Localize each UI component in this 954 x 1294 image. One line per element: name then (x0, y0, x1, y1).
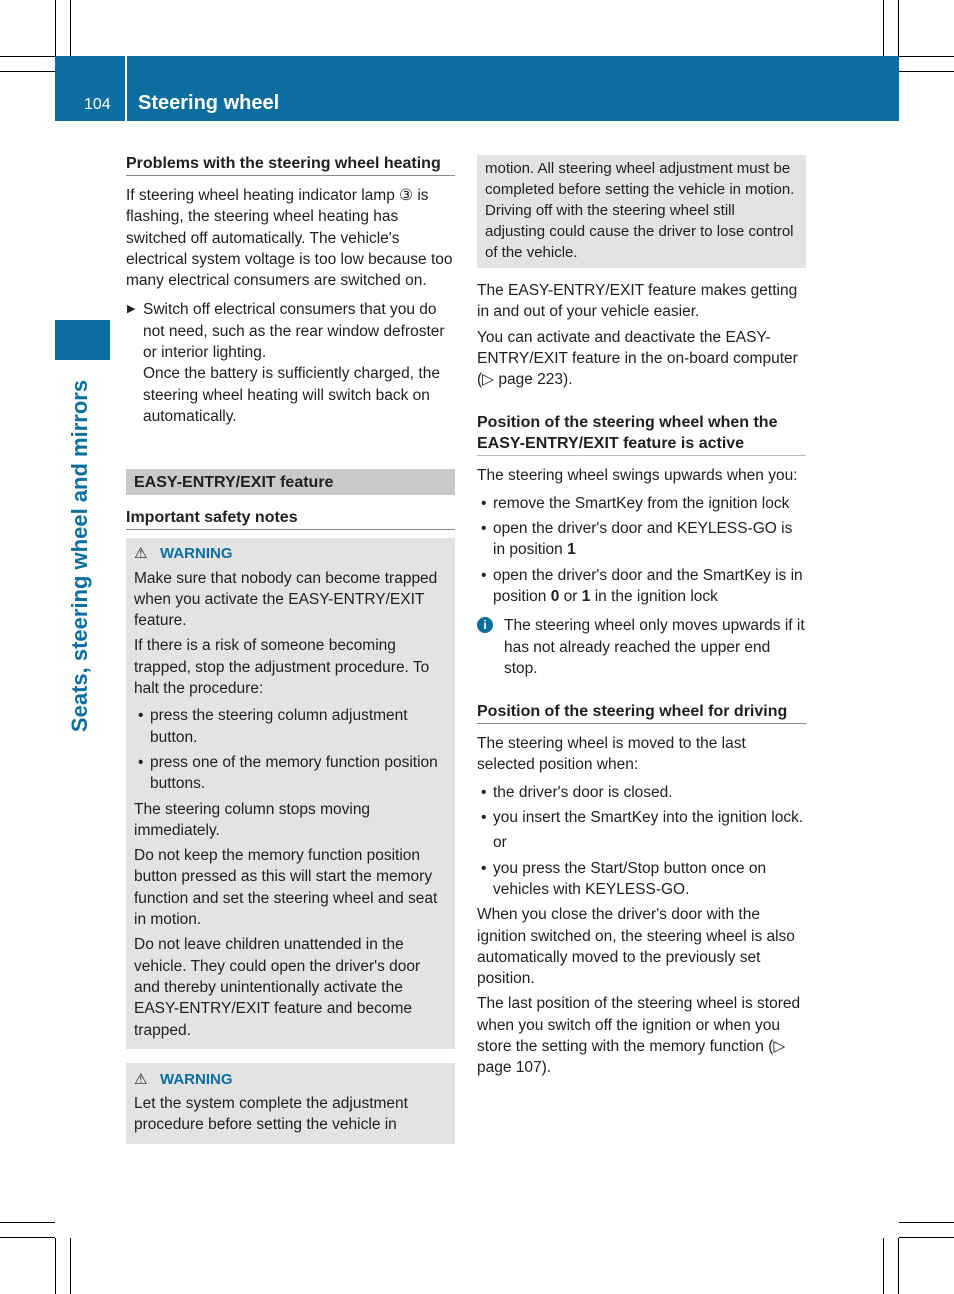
left-column (126, 153, 455, 1144)
problems-paragraph: If steering wheel heating indicator lamp ③ is flashing, the steering wheel heating has switched off automatically. The vehicle's electrical system voltage is too low because too many electrical consumers are switched on. (126, 187, 453, 290)
instruction-step (126, 299, 455, 427)
chapter-tab (55, 320, 110, 360)
crop-mark (55, 1238, 56, 1294)
list-item-text: remove the SmartKey from the ignition lock (493, 494, 790, 512)
body-paragraph: The last position of the steering wheel is stored when you switch off the ignition or when you store the setting with the memory function (▷ page 107). (477, 995, 801, 1077)
or-text: or (493, 834, 507, 852)
crop-mark (70, 1238, 71, 1294)
warning-paragraph: The steering column stops moving immediately. (134, 800, 371, 839)
list-item-text: in the ignition lock (590, 587, 718, 605)
position-value: 1 (581, 587, 591, 605)
body-paragraph: You can activate and deactivate the EASY-ENTRY/EXIT feature in the on-board computer (▷ page 223). (477, 328, 798, 389)
list-item (477, 858, 806, 901)
crop-mark (883, 1238, 884, 1294)
section-heading: Position of the steering wheel for driving (477, 701, 806, 724)
bullet-dot: • (481, 494, 487, 512)
position-value: 0 (550, 587, 560, 605)
body-paragraph: The steering wheel is moved to the last selected position when: (477, 735, 746, 774)
warning-triangle-icon: ⚠ (134, 1070, 148, 1088)
crop-mark (899, 1222, 954, 1223)
info-note (477, 615, 806, 679)
bullet-dot: • (481, 809, 487, 827)
warning-continuation-text: motion. All steering wheel adjustment must be completed before setting the vehicle in motion. Driving off with the steering wheel still adjusting could cause the driver to lose control of the vehicle. (485, 160, 795, 261)
warning-label: WARNING (160, 1070, 233, 1088)
crop-mark (0, 1222, 55, 1223)
bullet-dot: • (481, 859, 487, 877)
list-item-text: open the driver's door and the SmartKey is in position (493, 566, 803, 605)
page-number: 104 (84, 96, 111, 113)
list-item-text: you insert the SmartKey into the ignition lock. (493, 809, 804, 827)
problems-heading: Problems with the steering wheel heating (126, 153, 455, 176)
list-item (477, 493, 806, 514)
crop-mark (898, 0, 899, 56)
bullet-dot: • (138, 707, 144, 725)
list-item-text: you press the Start/Stop button once on vehicles with KEYLESS-GO. (493, 859, 767, 898)
section-title-bar: EASY-ENTRY/EXIT feature (126, 469, 455, 495)
crop-mark (0, 1237, 55, 1238)
list-item (477, 518, 806, 561)
warning-continuation-box (477, 155, 806, 268)
warning-header (134, 1069, 447, 1090)
info-icon: i (477, 617, 493, 633)
crop-mark (898, 1238, 899, 1294)
warning-paragraph: If there is a risk of someone becoming trapped, stop the adjustment procedure. To halt the procedure: (134, 637, 430, 698)
warning-paragraph: Let the system complete the adjustment procedure before setting the vehicle in (134, 1095, 408, 1134)
warning-bullet (134, 705, 447, 748)
crop-mark (899, 1237, 954, 1238)
body-paragraph: When you close the driver's door with the ignition switched on, the steering wheel is also automatically moved to the previously set position. (477, 906, 795, 988)
page-title: Steering wheel (138, 92, 280, 114)
warning-triangle-icon: ⚠ (134, 545, 148, 563)
body-paragraph: The EASY-ENTRY/EXIT feature makes getting in and out of your vehicle easier. (477, 282, 798, 321)
list-item-text: open the driver's door and KEYLESS-GO is in position (493, 520, 793, 559)
warning-header (134, 543, 447, 564)
crop-mark (899, 56, 954, 57)
warning-box (126, 538, 455, 1049)
crop-mark (899, 71, 954, 72)
chapter-label: Seats, steering wheel and mirrors (67, 379, 92, 733)
safety-heading: Important safety notes (126, 507, 455, 530)
step-result: Once the battery is sufficiently charged, the steering wheel heating will switch back on automatically. (143, 365, 440, 425)
list-item-text: or (559, 587, 582, 605)
right-column (477, 155, 806, 1083)
bullet-dot: • (481, 566, 487, 584)
crop-mark (0, 56, 55, 57)
crop-mark (0, 71, 55, 72)
warning-paragraph: Do not keep the memory function position button pressed as this will start the memory function and set the steering wheel and seat in motion. (134, 847, 438, 929)
bullet-text: press the steering column adjustment button. (150, 707, 408, 746)
page-header (55, 56, 899, 121)
crop-mark (55, 0, 56, 56)
bullet-dot: • (481, 783, 487, 801)
body-paragraph: The steering wheel swings upwards when you: (477, 467, 798, 485)
warning-box (126, 1063, 455, 1144)
bullet-dot: • (138, 753, 144, 771)
crop-mark (883, 0, 884, 56)
warning-paragraph: Do not leave children unattended in the vehicle. They could open the driver's door and thereby unintentionally activate the EASY-ENTRY/EXIT feature and become trapped. (134, 936, 421, 1039)
crop-mark (70, 0, 71, 56)
step-text: Switch off electrical consumers that you do not need, such as the rear window defroster or interior lighting. (143, 301, 445, 362)
list-item (477, 565, 806, 608)
list-item (477, 807, 806, 828)
section-heading: Position of the steering wheel when the EASY-ENTRY/EXIT feature is active (477, 412, 806, 456)
warning-paragraph: Make sure that nobody can become trapped when you activate the EASY-ENTRY/EXIT feature. (134, 569, 438, 630)
bullet-text: press one of the memory function position buttons. (150, 753, 438, 793)
step-arrow-icon: ▶ (127, 303, 136, 316)
header-divider (125, 56, 127, 121)
warning-label: WARNING (160, 545, 233, 563)
info-text: The steering wheel only moves upwards if it has not already reached the upper end stop. (504, 617, 805, 677)
list-item-text: the driver's door is closed. (493, 783, 673, 801)
warning-bullet (134, 752, 447, 795)
position-value: 1 (567, 541, 576, 559)
list-item (477, 782, 806, 803)
bullet-dot: • (481, 520, 487, 538)
